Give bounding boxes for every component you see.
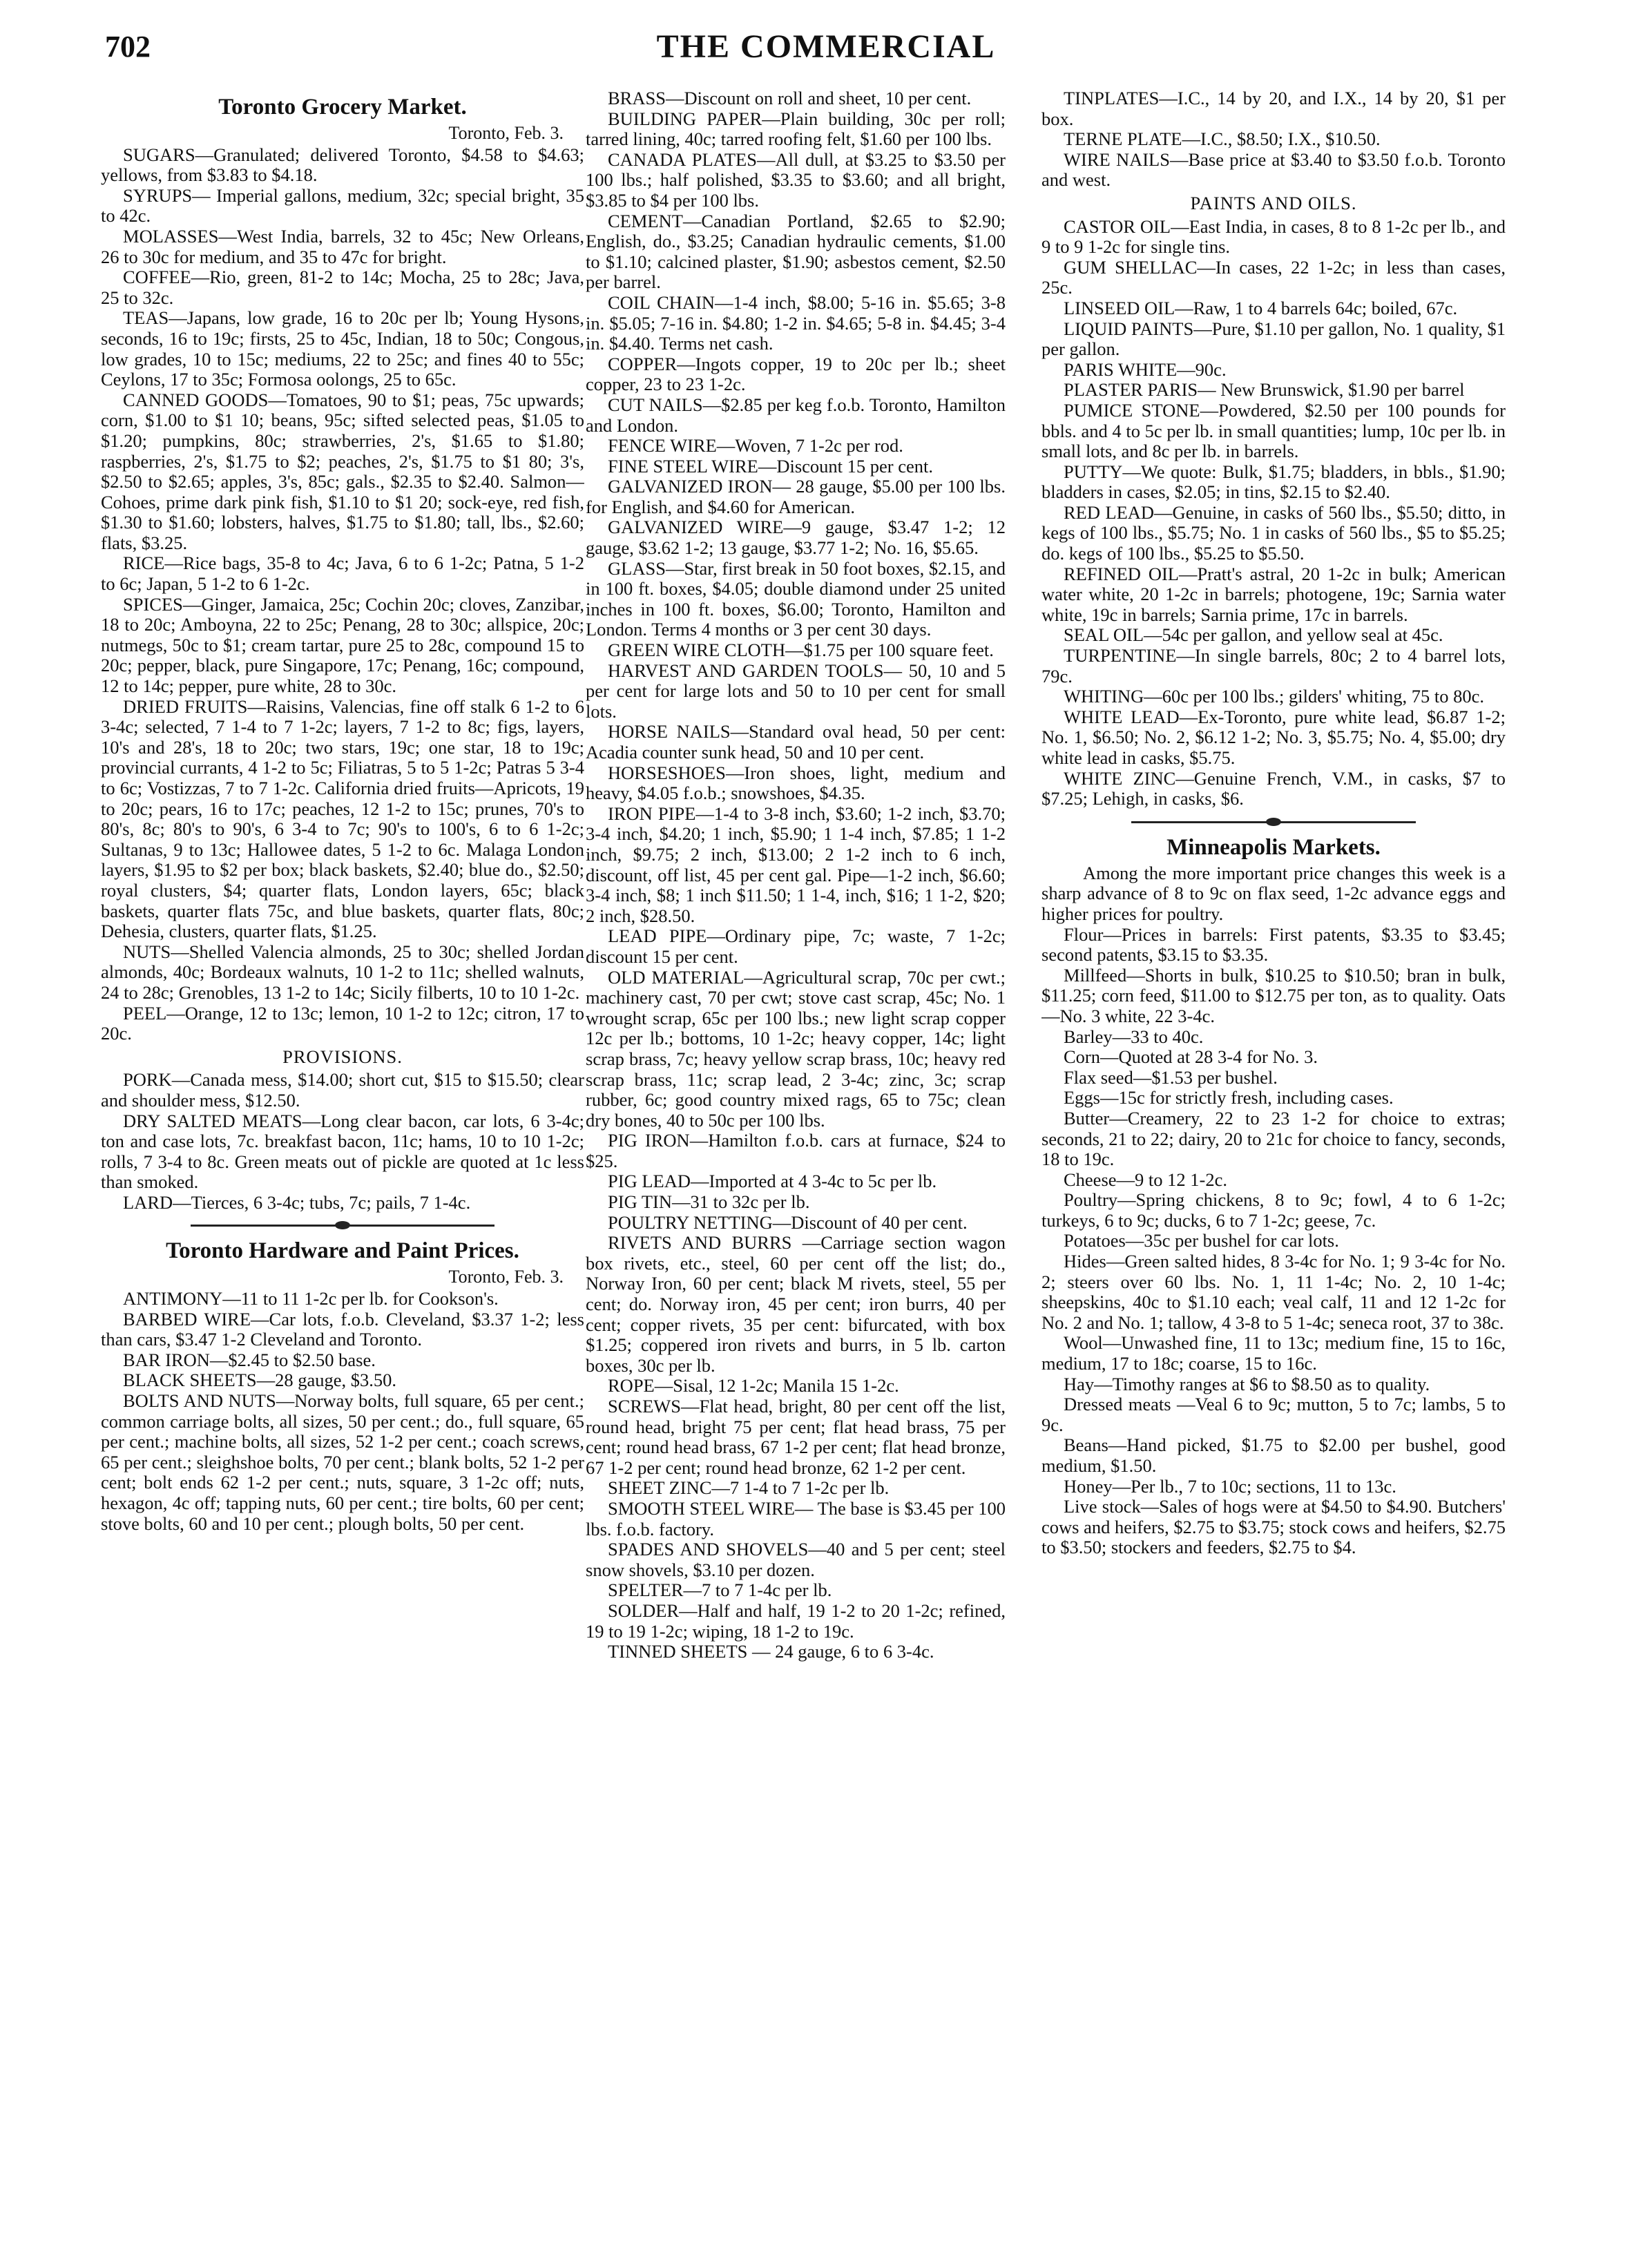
paints-entry: PARIS WHITE—90c. bbox=[1064, 358, 1227, 380]
paints-entry: RED LEAD—Genuine, in casks of 560 lbs., $5.50; ditto, in kegs of 100 lbs., $5.75; No. 1 in casks of 560 lbs., $5 to $5.25; do. kegs of 100 lbs., $5.25 to $5.50. bbox=[1041, 501, 1506, 564]
metal-entry: TINPLATES—I.C., 14 by 20, and I.X., 14 by 20, $1 per box. bbox=[1041, 88, 1506, 129]
market-entry: Wool—Unwashed fine, 11 to 13c; medium fine, 15 to 16c, medium, 17 to 18c; coarse, 15 to 16c. bbox=[1041, 1332, 1506, 1374]
grocery-entry: CANNED GOODS—Tomatoes, 90 to $1; peas, 75c upwards; corn, $1.00 to $1 10; beans, 95c; sifted selected peas, $1.05 to $1.20; pumpkins, 80c; strawberries, 2's, $1.65 to $1.80; raspberries, 2's, $1.75 to $2; peaches, 2's, $1.75 to $1 80; 3's, $2.50 to $2.65; apples, 3's, 85c; gals., $2.35 to $2.40. Salmon—Cohoes, prime dark pink fish, $1.10 to $1 20; sock-eye, red fish, $1.30 to $1.60; lobsters, halves, $1.75 to $1.80; tall, lbs., $2.60; flats, $3.25. bbox=[101, 389, 584, 553]
hardware-entry: SCREWS—Flat head, bright, 80 per cent off the list, round head, bright 75 per cent; flat head brass, 75 per cent; round head brass, 67 1-2 per cent; flat head bronze, 67 1-2 per cent; round head bronze, 62 1-2 per cent. bbox=[586, 1396, 1006, 1478]
grocery-entry: SYRUPS— Imperial gallons, medium, 32c; special bright, 35 to 42c. bbox=[101, 184, 584, 227]
paints-entry: WHITING—60c per 100 lbs.; gilders' whiting, 75 to 80c. bbox=[1064, 686, 1485, 707]
grocery-dateline: Toronto, Feb. 3. bbox=[448, 123, 564, 143]
hardware-entry: BLACK SHEETS—28 gauge, $3.50. bbox=[123, 1370, 397, 1391]
paints-entry: GUM SHELLAC—In cases, 22 1-2c; in less than cases, 25c. bbox=[1041, 256, 1506, 298]
paints-oils-title: PAINTS AND OILS. bbox=[1190, 192, 1357, 213]
metal-entries bbox=[1041, 88, 1506, 191]
metal-entry: TERNE PLATE—I.C., $8.50; I.X., $10.50. bbox=[1064, 128, 1381, 150]
market-entry: Honey—Per lb., 7 to 10c; sections, 11 to 13c. bbox=[1064, 1475, 1396, 1497]
provisions-entry: PORK—Canada mess, $14.00; short cut, $15 to $15.50; clear and shoulder mess, $12.50. bbox=[101, 1069, 584, 1111]
hardware-entries-continued bbox=[586, 88, 1006, 1662]
hardware-entries bbox=[101, 1289, 584, 1534]
grocery-entries bbox=[101, 145, 584, 1044]
market-entry: Live stock—Sales of hogs were at $4.50 to $4.90. Butchers' cows and heifers, $2.75 to $3.75; stock cows and heifers, $2.75 to $3.50; stockers and feeders, $2.75 to $4. bbox=[1041, 1496, 1506, 1558]
market-entry: Cheese—9 to 12 1-2c. bbox=[1064, 1169, 1227, 1190]
hardware-entry: CUT NAILS—$2.85 per keg f.o.b. Toronto, Hamilton and London. bbox=[586, 394, 1006, 436]
page-number: 702 bbox=[105, 30, 151, 64]
paints-entry: PLASTER PARIS— New Brunswick, $1.90 per barrel bbox=[1064, 379, 1465, 401]
column-2 bbox=[586, 88, 1006, 2229]
provisions-entry: DRY SALTED MEATS—Long clear bacon, car lots, 6 3-4c; ton and case lots, 7c. breakfast bacon, 11c; hams, 10 to 10 1-2c; rolls, 7 3-4 to 8c. Green meats out of pickle are quoted at 1c less than smoked. bbox=[101, 1110, 584, 1193]
journal-title: THE COMMERCIAL bbox=[656, 28, 996, 65]
market-entry: Millfeed—Shorts in bulk, $10.25 to $10.50; bran in bulk, $11.25; corn feed, $11.00 to $12.75 per ton, as to quality. Oats—No. 3 white, 22 3-4c. bbox=[1041, 964, 1506, 1026]
hardware-entry: HARVEST AND GARDEN TOOLS— 50, 10 and 5 per cent for large lots and 50 to 10 per cent for small lots. bbox=[586, 660, 1006, 722]
hardware-entry: GREEN WIRE CLOTH—$1.75 per 100 square feet. bbox=[608, 640, 994, 661]
hardware-entry: CANADA PLATES—All dull, at $3.25 to $3.50 per 100 lbs.; half polished, $3.35 to $3.60; and all bright, $3.85 to $4 per 100 lbs. bbox=[586, 148, 1006, 211]
minneapolis-entries bbox=[1041, 925, 1506, 1558]
hardware-entry: HORSE NAILS—Standard oval head, 50 per cent: Acadia counter sunk head, 50 and 10 per cent. bbox=[586, 721, 1006, 762]
hardware-entry: BOLTS AND NUTS—Norway bolts, full square, 65 per cent.; common carriage bolts, all sizes, 50 per cent.; do., full square, 65 per cent.; machine bolts, all sizes, 52 1-2 per cent.; coach screws, 65 per cent.; sleighshoe bolts, 70 per cent.; blank bolts, 52 1-2 per cent; bolt ends 62 1-2 per cent.; nuts, square, 3 1-2c off; nuts, hexagon, 4c off; tapping nuts, 60 per cent.; tire bolts, 60 per cent; stove bolts, 60 and 10 per cent.; plough bolts, 50 per cent. bbox=[101, 1390, 584, 1534]
hardware-entry: COPPER—Ingots copper, 19 to 20c per lb.; sheet copper, 23 to 23 1-2c. bbox=[586, 353, 1006, 395]
hardware-entry: IRON PIPE—1-4 to 3-8 inch, $3.60; 1-2 inch, $3.70; 3-4 inch, $4.20; 1 inch, $5.90; 1 1-4 inch, $7.85; 1 1-2 inch, $9.75; 2 inch, $13.00; 2 1-2 inch to 6 inch, discount, off list, 45 per cent gal. Pipe—1-2 inch, $6.60; 3-4 inch, $8; 1 inch $11.50; 1 1-4, inch, $16; 1 1-2, $20; 2 inch, $28.50. bbox=[586, 803, 1006, 926]
paints-entry: CASTOR OIL—East India, in cases, 8 to 8 1-2c per lb., and 9 to 9 1-2c for single tins. bbox=[1041, 215, 1506, 258]
provisions-title: PROVISIONS. bbox=[282, 1046, 403, 1067]
grocery-entry: SUGARS—Granulated; delivered Toronto, $4.58 to $4.63; yellows, from $3.83 to $4.18. bbox=[101, 144, 584, 186]
hardware-entry: TINNED SHEETS — 24 gauge, 6 to 6 3-4c. bbox=[608, 1641, 934, 1662]
hardware-entry: RIVETS AND BURRS —Carriage section wagon box rivets, etc., steel, 60 per cent off the list; do., Norway Iron, 60 per cent; black M rivets, steel, 55 per cent; do. Norway iron, 45 per cent; iron burrs, 40 per cent; copper rivets, 35 per cent: bifurcated, with box $1.25; coppered iron rivets and burrs, in 5 lb. carton boxes, 30c per lb. bbox=[586, 1232, 1006, 1376]
hardware-entry: HORSESHOES—Iron shoes, light, medium and heavy, $4.05 f.o.b.; snowshoes, $4.35. bbox=[586, 762, 1006, 804]
page-header bbox=[0, 0, 1652, 76]
hardware-entry: SPELTER—7 to 7 1-4c per lb. bbox=[608, 1580, 832, 1601]
paints-entry: WHITE ZINC—Genuine French, V.M., in casks, $7 to $7.25; Lehigh, in casks, $6. bbox=[1041, 767, 1506, 809]
hardware-entry: BRASS—Discount on roll and sheet, 10 per cent. bbox=[608, 88, 972, 108]
metal-entry: WIRE NAILS—Base price at $3.40 to $3.50 f.o.b. Toronto and west. bbox=[1041, 148, 1506, 191]
hardware-entry: FINE STEEL WIRE—Discount 15 per cent. bbox=[608, 455, 934, 477]
market-entry: Potatoes—35c per bushel for car lots. bbox=[1064, 1230, 1339, 1251]
hardware-entry: CEMENT—Canadian Portland, $2.65 to $2.90; English, do., $3.25; Canadian hydraulic cements, $1.00 to $1.10; calcined plaster, $1.90; asbestos cement, $2.50 per barrel. bbox=[586, 210, 1006, 293]
grocery-entry: NUTS—Shelled Valencia almonds, 25 to 30c; shelled Jordan almonds, 40c; Bordeaux walnuts, 10 1-2 to 11c; shelled walnuts, 24 to 28c; Grenobles, 13 1-2 to 14c; Sicily filberts, 10 to 10 1-2c. bbox=[101, 941, 584, 1003]
grocery-entry: PEEL—Orange, 12 to 13c; lemon, 10 1-2 to 12c; citron, 17 to 20c. bbox=[101, 1002, 584, 1044]
minneapolis-markets-title: Minneapolis Markets. bbox=[1166, 834, 1381, 860]
market-entry: Hides—Green salted hides, 8 3-4c for No. 1; 9 3-4c for No. 2; steers over 60 lbs. No. 1, 11 1-4c; No. 2, 10 1-4c; sheepskins, 40c to $1.10 each; veal calf, 11 and 12 1-2c for No. 2 and No. 1; tallow, 4 3-8 to 5 1-4c; seneca root, 37 to 38c. bbox=[1041, 1251, 1506, 1333]
grocery-entry: COFFEE—Rio, green, 81-2 to 14c; Mocha, 25 to 28c; Java, 25 to 32c. bbox=[101, 267, 584, 308]
paints-entry: LIQUID PAINTS—Pure, $1.10 per gallon, No. 1 quality, $1 per gallon. bbox=[1041, 318, 1506, 360]
grocery-entry: DRIED FRUITS—Raisins, Valencias, fine off stalk 6 1-2 to 6 3-4c; selected, 7 1-4 to 7 1-2c; layers, 7 1-2 to 8c; figs, layers, 10's and 28's, 18 to 20c; two stars, 19c; one star, 18 to 19c; provincial currants, 4 1-2 to 5c; Filiatras, 5 to 5 1-2c; Patras 5 3-4 to 6c; Vostizzas, 7 to 7 1-2c. California dried fruits—Apricots, 19 to 20c; pears, 16 to 17c; peaches, 12 1-2 to 15c; prunes, 70's to 80's, 8c; 80's to 90's, 6 3-4 to 7c; 90's to 100's, 6 to 6 1-2c; Sultanas, 9 to 13c; Hallowee dates, 5 1-2 to 6c. Malaga London layers, $1.95 to $2 per box; black baskets, $2.40; blue do., $2.50; royal clusters, $4; quarter flats, London layers, 65c; black baskets, quarter flats 75c, and blue baskets, quarter flats, 80c; Dehesia, clusters, quarter flats, $1.25. bbox=[101, 695, 584, 942]
hardware-entry: ROPE—Sisal, 12 1-2c; Manila 15 1-2c. bbox=[608, 1375, 899, 1396]
paints-entry: SEAL OIL—54c per gallon, and yellow seal at 45c. bbox=[1064, 624, 1443, 646]
hardware-entry: SMOOTH STEEL WIRE— The base is $3.45 per 100 lbs. f.o.b. factory. bbox=[586, 1497, 1006, 1539]
paints-entry: REFINED OIL—Pratt's astral, 20 1-2c in bulk; American water white, 20 1-2c in barrels; photogene, 19c; Sarnia water white, 19c in barrels; Sarnia prime, 17c in barrels. bbox=[1041, 563, 1506, 625]
hardware-entry: BUILDING PAPER—Plain building, 30c per roll; tarred lining, 40c; tarred roofing felt, $1.60 per 100 lbs. bbox=[586, 108, 1006, 150]
hardware-prices-title: Toronto Hardware and Paint Prices. bbox=[166, 1238, 519, 1264]
paints-entry: PUMICE STONE—Powdered, $2.50 per 100 pounds for bbls. and 4 to 5c per lb. in small quantities; lump, 10c per lb. in small lots, and 8c per lb. in barrels. bbox=[1041, 399, 1506, 462]
hardware-dateline: Toronto, Feb. 3. bbox=[448, 1267, 564, 1287]
hardware-entry: GLASS—Star, first break in 50 foot boxes, $2.15, and in 100 ft. boxes, $4.05; double diamond under 25 united inches in 100 ft. boxes, $6.00; Toronto, Hamilton and London. Terms 4 months or 3 per cent 30 days. bbox=[586, 557, 1006, 640]
paints-entry: WHITE LEAD—Ex-Toronto, pure white lead, $6.87 1-2; No. 1, $6.50; No. 2, $6.12 1-2; No. 3, $5.75; No. 4, $5.00; dry white lead in casks, $5.75. bbox=[1041, 706, 1506, 768]
hardware-entry: SHEET ZINC—7 1-4 to 7 1-2c per lb. bbox=[608, 1477, 890, 1499]
market-entry: Beans—Hand picked, $1.75 to $2.00 per bushel, good medium, $1.50. bbox=[1041, 1434, 1506, 1476]
grocery-entry: RICE—Rice bags, 35-8 to 4c; Java, 6 to 6 1-2c; Patna, 5 1-2 to 6c; Japan, 5 1-2 to 6 1-2c. bbox=[101, 553, 584, 595]
hardware-entry: ANTIMONY—11 to 11 1-2c per lb. for Cookson's. bbox=[123, 1288, 499, 1309]
market-entry: Poultry—Spring chickens, 8 to 9c; fowl, 4 to 6 1-2c; turkeys, 6 to 9c; ducks, 6 to 7 1-2c; geese, 7c. bbox=[1041, 1189, 1506, 1231]
hardware-entry: SPADES AND SHOVELS—40 and 5 per cent; steel snow shovels, $3.10 per dozen. bbox=[586, 1539, 1006, 1580]
hardware-entry: GALVANIZED WIRE—9 gauge, $3.47 1-2; 12 gauge, $3.62 1-2; 13 gauge, $3.77 1-2; No. 16, $5.65. bbox=[586, 517, 1006, 559]
paints-entry: LINSEED OIL—Raw, 1 to 4 barrels 64c; boiled, 67c. bbox=[1064, 297, 1458, 318]
minneapolis-intro: Among the more important price changes this week is a sharp advance of 8 to 9c on flax seed, 1-2c advance eggs and higher prices for poultry. bbox=[1041, 862, 1506, 924]
market-entry: Dressed meats —Veal 6 to 9c; mutton, 5 to 7c; lambs, 5 to 9c. bbox=[1041, 1394, 1506, 1435]
hardware-entry: LEAD PIPE—Ordinary pipe, 7c; waste, 7 1-2c; discount 15 per cent. bbox=[586, 925, 1006, 967]
hardware-entry: POULTRY NETTING—Discount of 40 per cent. bbox=[608, 1211, 968, 1233]
market-entry: Flax seed—$1.53 per bushel. bbox=[1064, 1066, 1278, 1088]
column-1 bbox=[101, 88, 584, 2229]
section-divider bbox=[1041, 816, 1506, 827]
hardware-entry: BAR IRON—$2.45 to $2.50 base. bbox=[123, 1349, 376, 1370]
grocery-entry: TEAS—Japans, low grade, 16 to 20c per lb; Young Hysons, seconds, 16 to 19c; firsts, 25 to 45c, Indian, 18 to 50c; Congous, low grades, 10 to 15c; mediums, 22 to 25c; and fines 40 to 55c; Ceylons, 17 to 35c; Formosa oolongs, 25 to 65c. bbox=[101, 307, 584, 390]
hardware-entry: SOLDER—Half and half, 19 1-2 to 20 1-2c; refined, 19 to 19 1-2c; wiping, 18 1-2 to 19c. bbox=[586, 1600, 1006, 1642]
hardware-entry: PIG LEAD—Imported at 4 3-4c to 5c per lb. bbox=[608, 1171, 937, 1192]
provisions-entries bbox=[101, 1070, 584, 1213]
paints-entries bbox=[1041, 217, 1506, 809]
section-divider bbox=[101, 1220, 584, 1231]
hardware-entry: OLD MATERIAL—Agricultural scrap, 70c per cwt.; machinery cast, 70 per cwt; stove cast scrap, 45c; No. 1 wrought scrap, 65c per 100 lbs.; new light scrap copper 12c per lb.; bottoms, 10 1-2c; heavy copper, 14c; light scrap brass, 7c; heavy yellow scrap brass, 10c; heavy red scrap brass, 11c; scrap lead, 2 3-4c; zinc, 3c; scrap rubber, 6c; good country mixed rags, 65 to 75c; clean dry bones, 40 to 50c per 100 lbs. bbox=[586, 966, 1006, 1131]
market-entry: Barley—33 to 40c. bbox=[1064, 1026, 1204, 1047]
hardware-entry: COIL CHAIN—1-4 inch, $8.00; 5-16 in. $5.65; 3-8 in. $5.05; 7-16 in. $4.80; 1-2 in. $4.65; 5-8 in. $4.45; 3-4 in. $4.40. Terms net cash. bbox=[586, 291, 1006, 354]
market-entry: Butter—Creamery, 22 to 23 1-2 for choice to extras; seconds, 21 to 22; dairy, 20 to 21c for choice to fancy, seconds, 18 to 19c. bbox=[1041, 1107, 1506, 1170]
paints-entry: PUTTY—We quote: Bulk, $1.75; bladders, in bbls., $1.90; bladders in cases, $2.05; in tins, $2.15 to $2.40. bbox=[1041, 461, 1506, 503]
paints-entry: TURPENTINE—In single barrels, 80c; 2 to 4 barrel lots, 79c. bbox=[1041, 645, 1506, 687]
grocery-market-title: Toronto Grocery Market. bbox=[218, 95, 467, 119]
column-3 bbox=[1041, 88, 1506, 2229]
market-entry: Flour—Prices in barrels: First patents, $3.35 to $3.45; second patents, $3.15 to $3.35. bbox=[1041, 923, 1506, 966]
hardware-entry: FENCE WIRE—Woven, 7 1-2c per rod. bbox=[608, 435, 903, 457]
hardware-entry: PIG TIN—31 to 32c per lb. bbox=[608, 1191, 810, 1213]
grocery-entry: MOLASSES—West India, barrels, 32 to 45c; New Orleans, 26 to 30c for medium, and 35 to 47c for bright. bbox=[101, 225, 584, 267]
provisions-entry: LARD—Tierces, 6 3-4c; tubs, 7c; pails, 7 1-4c. bbox=[123, 1191, 471, 1213]
market-entry: Eggs—15c for strictly fresh, including cases. bbox=[1064, 1087, 1394, 1108]
grocery-entry: SPICES—Ginger, Jamaica, 25c; Cochin 20c; cloves, Zanzibar, 18 to 20c; Amboyna, 22 to 25c; Penang, 28 to 30c; allspice, 20c; nutmegs, 50c to $1; cream tartar, pure 25 to 28c, compound 15 to 20c; pepper, black, pure Singapore, 17c; Penang, 16c; compound, 12 to 14c; pepper, pure white, 28 to 30c. bbox=[101, 593, 584, 697]
market-entry: Hay—Timothy ranges at $6 to $8.50 as to quality. bbox=[1064, 1373, 1430, 1394]
hardware-entry: PIG IRON—Hamilton f.o.b. cars at furnace, $24 to $25. bbox=[586, 1130, 1006, 1171]
market-entry: Corn—Quoted at 28 3-4 for No. 3. bbox=[1064, 1046, 1318, 1068]
hardware-entry: BARBED WIRE—Car lots, f.o.b. Cleveland, $3.37 1-2; less than cars, $3.47 1-2 Cleveland and Toronto. bbox=[101, 1308, 584, 1350]
hardware-entry: GALVANIZED IRON— 28 gauge, $5.00 per 100 lbs. for English, and $4.60 for American. bbox=[586, 476, 1006, 517]
